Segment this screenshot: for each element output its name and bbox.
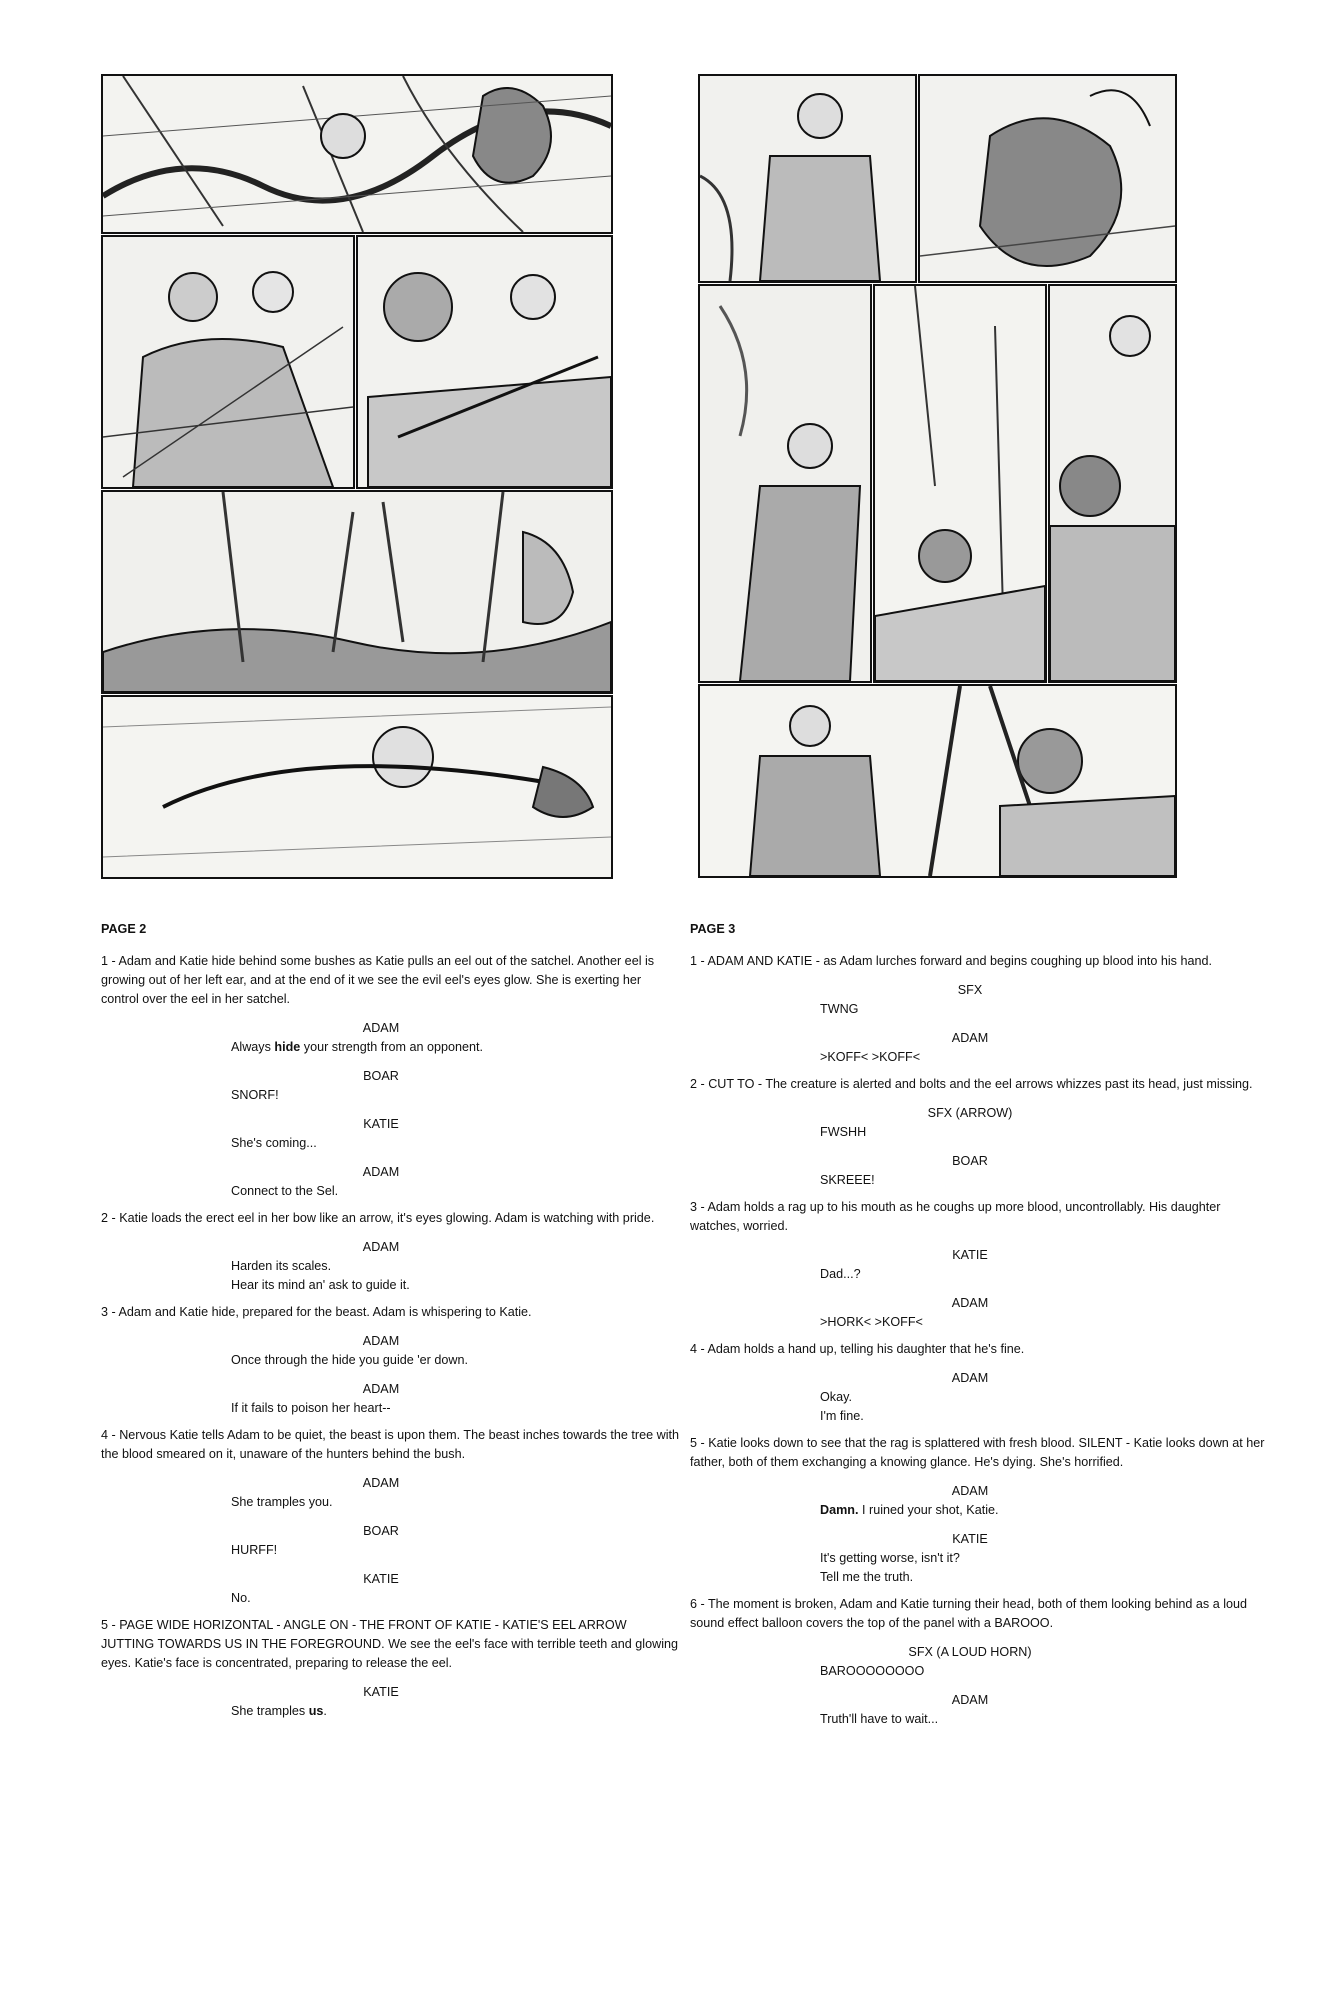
- dialogue-text: Tell me the truth.: [820, 1570, 914, 1584]
- dialogue-line: [231, 1702, 681, 1721]
- panel-p3-5: [1048, 284, 1177, 683]
- dialogue-text: Dad...?: [820, 1267, 861, 1281]
- dialogue-line: [231, 1134, 681, 1153]
- character-cue: ADAM: [951, 1484, 989, 1498]
- dialogue-line: [820, 1313, 1270, 1332]
- dialogue-line: [231, 1038, 681, 1057]
- character-cue: ADAM: [362, 1240, 400, 1254]
- page-2-script: [101, 920, 681, 1729]
- character-cue: ADAM: [951, 1371, 989, 1385]
- dialogue-text: Always: [231, 1040, 275, 1054]
- dialogue-text: SNORF!: [231, 1088, 279, 1102]
- dialogue-text: She tramples: [231, 1704, 309, 1718]
- panel-p2-5: [101, 695, 613, 879]
- panel-p3-4: [873, 284, 1047, 683]
- character-cue: KATIE: [363, 1572, 399, 1586]
- dialogue-line: [231, 1541, 681, 1560]
- dialogue-line: [231, 1086, 681, 1105]
- dialogue-text: Truth'll have to wait...: [820, 1712, 939, 1726]
- character-cue: ADAM: [362, 1165, 400, 1179]
- dialogue-text: If it fails to poison her heart--: [231, 1401, 391, 1415]
- character-cue: ADAM: [951, 1693, 989, 1707]
- character-cue: BOAR: [363, 1524, 399, 1538]
- dialogue-line: [231, 1351, 681, 1370]
- emphasis-text: us: [308, 1704, 324, 1718]
- dialogue-line: [231, 1399, 681, 1418]
- character-cue: BOAR: [363, 1069, 399, 1083]
- dialogue-line: [820, 1662, 1270, 1681]
- panel-p3-3: [698, 284, 872, 683]
- panel-description: 4 - Adam holds a hand up, telling his daughter that he's fine.: [690, 1342, 1025, 1356]
- page-heading: PAGE 3: [690, 922, 736, 936]
- panel-p2-4: [101, 490, 613, 694]
- dialogue-line: [820, 1265, 1270, 1284]
- dialogue-text: TWNG: [820, 1002, 859, 1016]
- dialogue-text: HURFF!: [231, 1543, 278, 1557]
- character-cue: SFX: [957, 983, 983, 997]
- dialogue-text: >KOFF< >KOFF<: [820, 1050, 921, 1064]
- dialogue-text: >HORK< >KOFF<: [820, 1315, 923, 1329]
- character-cue: ADAM: [362, 1476, 400, 1490]
- panel-description: 2 - Katie loads the erect eel in her bow like an arrow, it's eyes glowing. Adam is watching with pride.: [101, 1211, 655, 1225]
- dialogue-line: [231, 1182, 681, 1201]
- panel-description: 6 - The moment is broken, Adam and Katie turning their head, both of them looking behind as a loud sound effect balloon covers the top of the panel with a BAROOO.: [690, 1597, 1248, 1630]
- character-cue: SFX (ARROW): [927, 1106, 1013, 1120]
- panel-description: 1 - Adam and Katie hide behind some bushes as Katie pulls an eel out of the satchel. Another eel is growing out of her left ear, and at the end of it we see the evil eel's eyes glow. She is exerting her control over the eel in her satchel.: [101, 954, 655, 1006]
- panel-description: 2 - CUT TO - The creature is alerted and bolts and the eel arrows whizzes past its head, just missing.: [690, 1077, 1253, 1091]
- panel-description: 5 - PAGE WIDE HORIZONTAL - ANGLE ON - THE FRONT OF KATIE - KATIE'S EEL ARROW JUTTING TOWARDS US IN THE FOREGROUND. We see the eel's face with terrible teeth and glowing eyes. Katie's face is concentrated, preparing to release the eel.: [101, 1618, 678, 1670]
- dialogue-line: [820, 1388, 1270, 1426]
- panel-description: 3 - Adam holds a rag up to his mouth as he coughs up more blood, uncontrollably. His daughter watches, worried.: [690, 1200, 1221, 1233]
- dialogue-text: Harden its scales.: [231, 1259, 332, 1273]
- panel-description: 1 - ADAM AND KATIE - as Adam lurches forward and begins coughing up blood into his hand.: [690, 954, 1212, 968]
- panel-description: 3 - Adam and Katie hide, prepared for the beast. Adam is whispering to Katie.: [101, 1305, 532, 1319]
- dialogue-text: .: [323, 1704, 327, 1718]
- dialogue-text: your strength from an opponent.: [300, 1040, 484, 1054]
- dialogue-text: No.: [231, 1591, 251, 1605]
- panel-p3-2: [918, 74, 1177, 283]
- dialogue-text: It's getting worse, isn't it?: [820, 1551, 960, 1565]
- character-cue: ADAM: [362, 1021, 400, 1035]
- dialogue-text: Connect to the Sel.: [231, 1184, 339, 1198]
- page-3-script: [690, 920, 1270, 1737]
- dialogue-text: Okay.: [820, 1390, 852, 1404]
- dialogue-line: [231, 1257, 681, 1295]
- dialogue-line: [820, 1048, 1270, 1067]
- dialogue-line: [820, 1171, 1270, 1190]
- character-cue: ADAM: [362, 1334, 400, 1348]
- dialogue-text: Once through the hide you guide 'er down.: [231, 1353, 468, 1367]
- emphasis-text: Damn.: [820, 1503, 859, 1517]
- character-cue: ADAM: [951, 1031, 989, 1045]
- dialogue-text: Hear its mind an' ask to guide it.: [231, 1278, 410, 1292]
- dialogue-text: I ruined your shot, Katie.: [858, 1503, 999, 1517]
- character-cue: ADAM: [951, 1296, 989, 1310]
- panel-p2-2: [101, 235, 355, 489]
- dialogue-line: [231, 1493, 681, 1512]
- character-cue: KATIE: [363, 1685, 399, 1699]
- panel-p3-1: [698, 74, 917, 283]
- character-cue: KATIE: [952, 1248, 988, 1262]
- character-cue: BOAR: [952, 1154, 988, 1168]
- dialogue-line: [820, 1710, 1270, 1729]
- character-cue: KATIE: [363, 1117, 399, 1131]
- dialogue-line: [820, 1000, 1270, 1019]
- character-cue: ADAM: [362, 1382, 400, 1396]
- character-cue: KATIE: [952, 1532, 988, 1546]
- dialogue-text: She's coming...: [231, 1136, 317, 1150]
- dialogue-line: [820, 1501, 1270, 1520]
- emphasis-text: hide: [274, 1040, 301, 1054]
- dialogue-text: SKREEE!: [820, 1173, 875, 1187]
- panel-p2-3: [356, 235, 613, 489]
- page-heading: PAGE 2: [101, 922, 147, 936]
- panel-description: 4 - Nervous Katie tells Adam to be quiet, the beast is upon them. The beast inches towards the tree with the blood smeared on it, unaware of the hunters behind the bush.: [101, 1428, 680, 1461]
- dialogue-text: FWSHH: [820, 1125, 867, 1139]
- character-cue: SFX (A LOUD HORN): [908, 1645, 1032, 1659]
- panel-description: 5 - Katie looks down to see that the rag is splattered with fresh blood. SILENT - Katie looks down at her father, both of them exchanging a knowing glance. He's dying. She's horrified.: [690, 1436, 1265, 1469]
- panel-p2-1: [101, 74, 613, 234]
- dialogue-text: BAROOOOOOOO: [820, 1664, 925, 1678]
- dialogue-text: She tramples you.: [231, 1495, 333, 1509]
- dialogue-line: [820, 1123, 1270, 1142]
- dialogue-line: [820, 1549, 1270, 1587]
- dialogue-line: [231, 1589, 681, 1608]
- panel-p3-6: [698, 684, 1177, 878]
- dialogue-text: I'm fine.: [820, 1409, 864, 1423]
